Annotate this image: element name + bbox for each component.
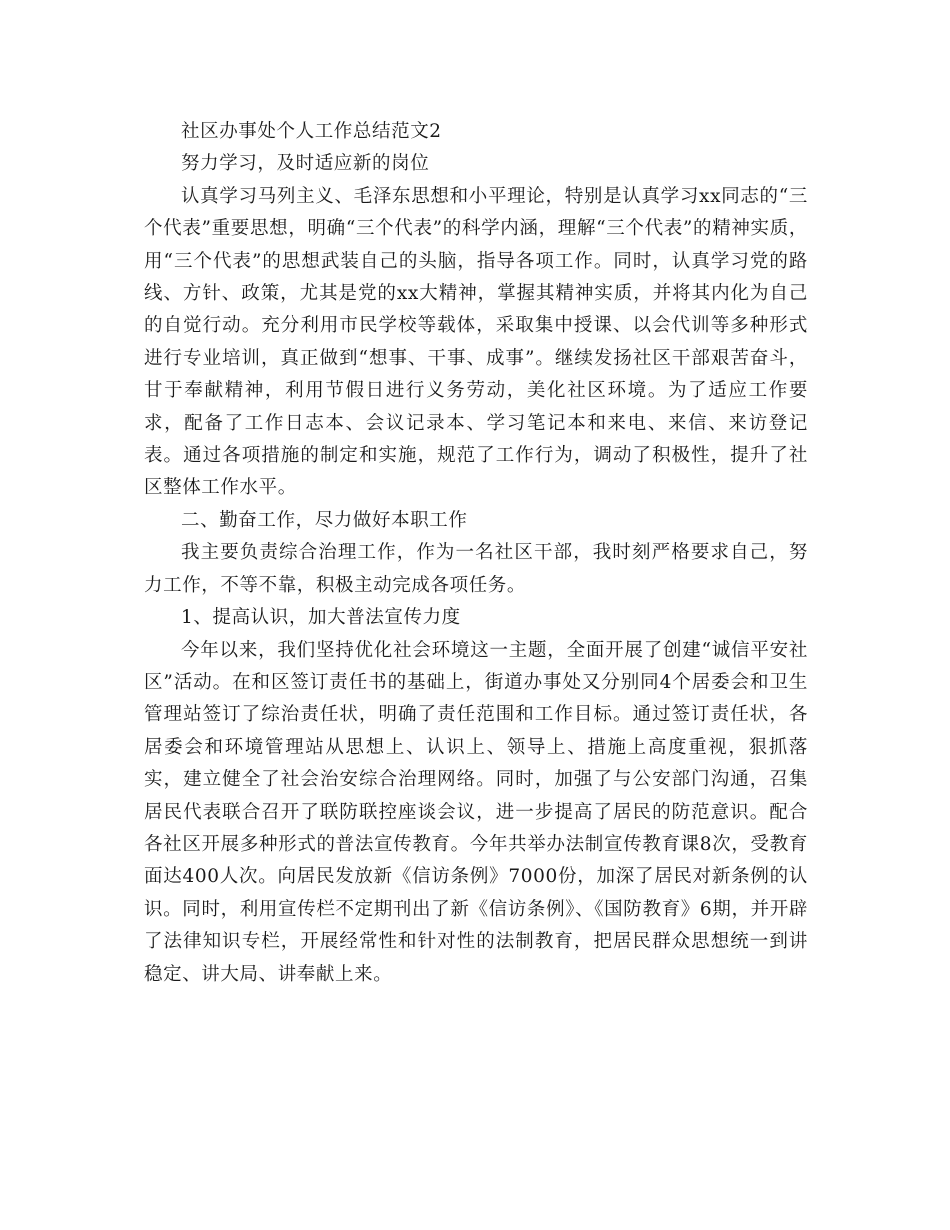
section-heading-work: 二、勤奋工作，尽力做好本职工作: [181, 509, 468, 531]
subsection-heading-awareness: 1、提高认识，加大普法宣传力度: [181, 607, 461, 629]
paragraph-work: 我主要负责综合治理工作，作为一名社区干部，我时刻严格要求自己，努力工作，不等不靠，积极主动完成各项任务。: [144, 542, 808, 596]
paragraph-study: 认真学习马列主义、毛泽东思想和小平理论，特别是认真学习xx同志的“三个代表”重要思想，明确“三个代表”的科学内涵，理解“三个代表”的精神实质，用“三个代表”的思想武装自己的头脑，指导各项工作。同时，认真学习党的路线、方针、政策，尤其是党的xx大精神，掌握其精神实质，并将其内化为自己的自觉行动。充分利用市民学校等载体，采取集中授课、以会代训等多种形式进行专业培训，真正做到“想事、干事、成事”。继续发扬社区干部艰苦奋斗，甘于奉献精神，利用节假日进行义务劳动，美化社区环境。为了适应工作要求，配备了工作日志本、会议记录本、学习笔记本和来电、来信、来访登记表。通过各项措施的制定和实施，规范了工作行为，调动了积极性，提升了社区整体工作水平。: [144, 185, 808, 499]
document-title: 社区办事处个人工作总结范文2: [181, 121, 442, 142]
paragraph-awareness: 今年以来，我们坚持优化社会环境这一主题，全面开展了创建“诚信平安社区”活动。在和区签订责任书的基础上，街道办事处又分别同4个居委会和卫生管理站签订了综治责任状，明确了责任范围和工作目标。通过签订责任状，各居委会和环境管理站从思想上、认识上、领导上、措施上高度重视，狠抓落实，建立健全了社会治安综合治理网络。同时，加强了与公安部门沟通，召集居民代表联合召开了联防联控座谈会议，进一步提高了居民的防范意识。配合各社区开展多种形式的普法宣传教育。今年共举办法制宣传教育课8次，受教育面达400人次。向居民发放新《信访条例》7000份，加深了居民对新条例的认识。同时，利用宣传栏不定期刊出了新《信访条例》、《国防教育》6期，并开辟了法律知识专栏，开展经常性和针对性的法制教育，把居民群众思想统一到讲稳定、讲大局、讲奉献上来。: [144, 639, 808, 985]
section-heading-study: 努力学习，及时适应新的岗位: [181, 153, 430, 175]
document-body: [144, 116, 808, 991]
